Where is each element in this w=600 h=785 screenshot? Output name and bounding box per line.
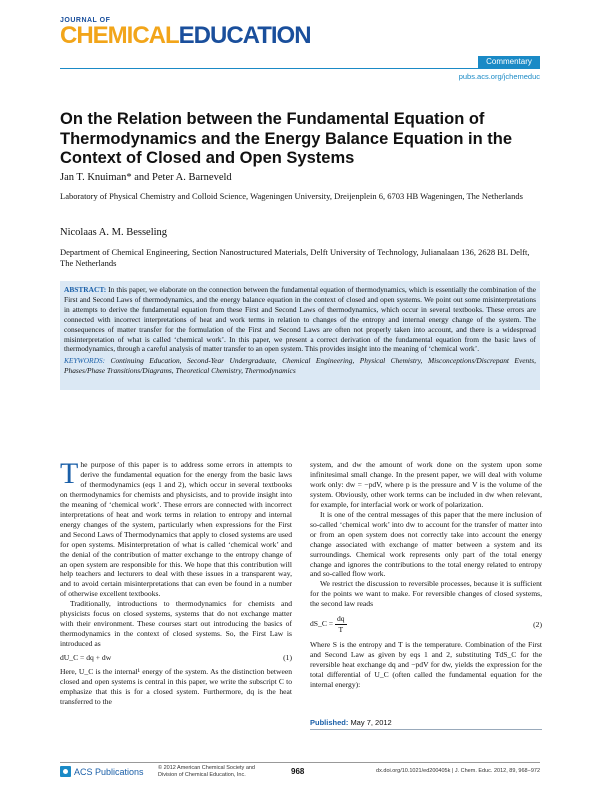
authors-group-1: Jan T. Knuiman* and Peter A. Barneveld	[60, 172, 232, 183]
equation-2	[310, 614, 542, 635]
page-number: 968	[291, 767, 305, 776]
equation-2-denominator: T	[338, 625, 344, 635]
logo-education: EDUCATION	[178, 22, 311, 49]
authors-group-2: Nicolaas A. M. Besseling	[60, 227, 168, 238]
equation-2-lhs: dS_C =	[310, 619, 334, 629]
copyright-line-1: © 2012 American Chemical Society and	[158, 765, 255, 771]
published-label: Published:	[310, 718, 349, 727]
body-left-column	[60, 457, 292, 707]
header-rule	[60, 68, 540, 69]
paragraph-reversible: We restrict the discussion to reversible processes, because it is sufficient for the points we want to make. For reversible changes of closed systems, the second law reads	[310, 579, 542, 609]
acs-logo-icon	[60, 766, 71, 777]
journal-top-label: JOURNAL OF	[60, 17, 111, 24]
article-title: On the Relation between the Fundamental Equation of Thermodynamics and the Energy Balance Equation in the Context of Closed and Open Systems	[60, 110, 513, 167]
copyright-notice	[158, 765, 255, 778]
affiliation-2: Department of Chemical Engineering, Section Nanostructured Materials, Delft University of Technology, Julianalaan 136, 2628 BL Delft, The Netherlands	[60, 247, 530, 268]
abstract-text: In this paper, we elaborate on the connection between the fundamental equation of thermodynamics, which is essentially the combination of the First and Second Laws of thermodynamics, and the energy balance equation in the context of closed and open systems. We point out some misinterpretations in attempts to derive the fundamental equation from these First and Second Laws of thermodynamics, which occur in several textbooks. These errors are connected with incorrect interpretations of heat and work terms in relation to changes of the entropy and internal energy change of the system. The consequences of matter transfer for the formulation of the First and Second Laws are often not properly taken into account, and there is a widespread misinterpretation of what is called ‘chemical work’. In this paper, we present a correct derivation of the fundamental equation from the basic laws of thermodynamics, through a careful analysis of matter transfer to an open system. This provides insight into the meaning of ‘chemical work’.	[64, 285, 536, 354]
published-date: May 7, 2012	[350, 718, 392, 727]
footer-rule	[60, 762, 540, 763]
affiliation-1: Laboratory of Physical Chemistry and Colloid Science, Wageningen University, Dreijenplein 6, 6703 HB Wageningen, The Netherlands	[60, 191, 523, 201]
published-rule	[310, 729, 542, 730]
paragraph-intro: he purpose of this paper is to address some errors in attempts to derive the fundamental equation for the energy from the basic laws of thermodynamics (eqs 1 and 2), which occur in several textbooks on thermodynamics for chemists and physicists, and to provide insight into the meaning of ‘chemical work’. These errors are connected with incorrect interpretations of heat and work terms in relation to entropy and internal energy changes of the system, particularly when expressions for the First and Second Laws of Thermodynamics that apply to closed systems are used for open systems. Misinterpretation of what is called ‘chemical work’ and the denial of the contribution of matter exchange to the entropy change of an open system are responsible for this. We hope that this contribution will help teachers and lecturers to deal with these issues in a transparent way, and to avoid certain misinterpretations that can even be found in a number of otherwise excellent textbooks.	[60, 460, 292, 599]
logo-chemical: CHEMICAL	[60, 22, 179, 49]
journal-logo	[60, 24, 311, 48]
equation-1-body: dU_C = dq + dw	[60, 653, 112, 663]
abstract-box	[60, 281, 540, 390]
journal-url-link[interactable]: pubs.acs.org/jchemeduc	[458, 72, 540, 81]
published-line	[310, 718, 392, 727]
equation-2-number: (2)	[533, 619, 542, 629]
doi-citation-link[interactable]: dx.doi.org/10.1021/ed200405k | J. Chem. Educ. 2012, 89, 968−972	[376, 768, 540, 774]
keywords-text: Continuing Education, Second-Year Undergraduate, Chemical Engineering, Physical Chemistry, Misconceptions/Discrepant Events, Phases/Phase Transitions/Diagrams, Theoretical Chemistry, Thermodynamics	[64, 356, 536, 376]
keywords-label: KEYWORDS:	[64, 356, 106, 366]
drop-cap: T	[60, 457, 79, 490]
equation-2-numerator: dq	[336, 614, 345, 624]
equation-2-fraction	[335, 614, 347, 635]
publisher-name: ACS Publications	[74, 766, 144, 777]
paragraph-where: Where S is the entropy and T is the temperature. Combination of the First and Second Law as given by eqs 1 and 2, substituting TdS_C for the reversible heat exchange dq and −pdV for dw, yields the expression for the total differential of U_C (often called the fundamental equation for the internal energy):	[310, 640, 542, 690]
equation-1	[60, 653, 292, 663]
paragraph-system: system, and dw the amount of work done on the system upon some infinitesimal small change. In the present paper, we will deal with volume work only: dw = −pdV, where p is the pressure and V is the volume of the system. Obviously, other work terms can be included in dw when relevant, for example, for interfacial work or work of polarization.	[310, 460, 542, 509]
paragraph-here: Here, U_C is the internal¹ energy of the system. As the distinction between closed and open systems is central in this paper, we write the subscript C to emphasize that this is for a closed system. Furthermore, dq is the heat transferred to the	[60, 667, 292, 706]
section-badge: Commentary	[478, 56, 540, 68]
paragraph-central-message: It is one of the central messages of this paper that the mere inclusion of so-called ‘chemical work’ into dw to account for the transfer of matter into or from an open system does not correctly take into account the energy change associated with exchange of matter between a system and its surroundings. Chemical work represents only part of the total energy change and ignores the contributions to the total energy related to entropy and so-called flow work.	[310, 509, 542, 579]
body-right-column	[310, 460, 542, 690]
abstract-label: ABSTRACT:	[64, 285, 107, 294]
acs-publications-logo	[60, 766, 144, 777]
paragraph-traditionally: Traditionally, introductions to thermodynamics for chemists and physicists focus on closed systems, systems that do not exchange matter with their environment. These courses start out introducing the basics of thermodynamics in the context of closed systems. So, the First Law is introduced as	[60, 599, 292, 649]
copyright-line-2: Division of Chemical Education, Inc.	[158, 771, 246, 778]
equation-1-number: (1)	[283, 653, 292, 663]
